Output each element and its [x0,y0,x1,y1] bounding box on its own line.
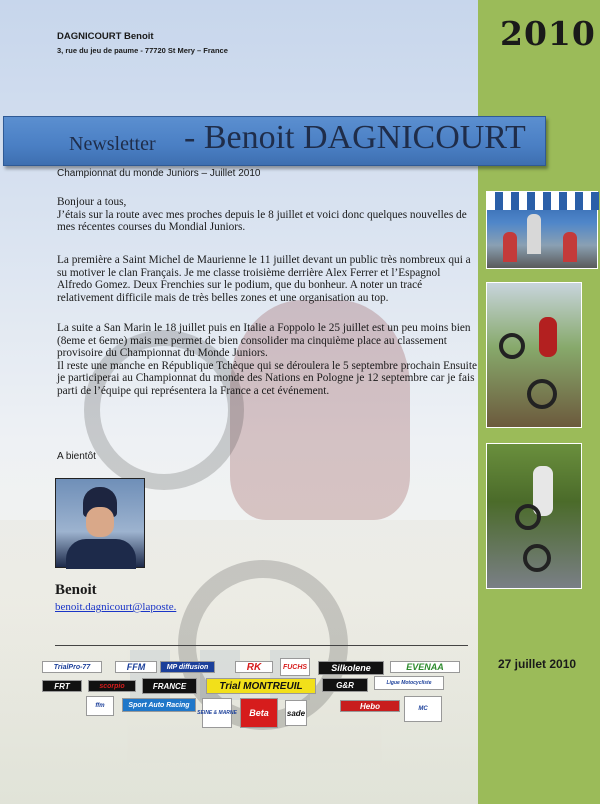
intro-paragraph [57,196,477,234]
signature-name: Benoit [55,582,97,598]
sponsor-logo: Silkolene [318,661,384,675]
sponsor-logo: Hebo [340,700,400,712]
rider-forest-photo [486,443,582,589]
signoff: A bientôt [57,451,96,462]
podium-canopy [487,192,599,210]
sponsor-logo: FFM [115,661,157,673]
face [86,507,114,537]
email-link[interactable]: benoit.dagnicourt@laposte. [55,601,177,613]
shoulders [66,539,136,569]
bike-wheel [523,544,551,572]
sponsor-logo: EVENAA [390,661,460,673]
sponsor-logo: MP diffusion [160,661,215,673]
sponsor-logo: SEINE & MARNE [202,698,232,728]
sponsor-logo: ffm [86,696,114,716]
sponsor-logo: FRANCE [142,678,197,694]
sponsor-logo: TrialPro-77 [42,661,102,673]
podium-photo [486,191,598,269]
sponsor-logo: FUCHS [280,658,310,676]
sponsor-logo: Beta [240,698,278,728]
sponsor-logo: scorpio [88,680,136,692]
sponsor-logo: MC [404,696,442,722]
sponsor-logo: FRT [42,680,82,692]
sender-name: DAGNICOURT Benoit [57,31,154,42]
race-text-2a: La suite a San Marin le 18 juillet puis en Italie a Foppolo le 25 juillet est un peu moins bien (8eme et 6eme) mais me permet de bien consolider ma cinquième place au classement provisoire du Championnat du Monde Juniors. [57,322,471,359]
podium-person [527,214,541,254]
sender-address: 3, rue du jeu de paume - 77720 St Mery – France [57,46,228,55]
race-text-2b: Il reste une manche en République Tchèque qui se déroulera le 5 septembre prochain Ensuite je participerai au Championnat du monde des Nations en Pologne je 12 septembre car je fais parti de l’équipe qui représentera la France a cet événement. [57,359,477,397]
sponsor-logo: RK [235,661,273,673]
sponsor-logo: Ligue Motocycliste [374,676,444,690]
intro-text: J’étais sur la route avec mes proches depuis le 8 juillet et voici donc quelques nouvelles de mes récentes courses du Mondial Juniors. [57,208,467,233]
banner-title: - Benoit DAGNICOURT [184,119,526,156]
sponsor-logo: sade [285,700,307,726]
sponsor-logo: Trial MONTREUIL [206,678,316,694]
subtitle: Championnat du monde Juniors – Juillet 2010 [57,168,261,179]
podium-person [563,232,577,262]
portrait-photo [55,478,145,568]
bike-wheel [499,333,525,359]
race-paragraph-2 [57,322,477,397]
bike-wheel [527,379,557,409]
year-label: 2010 [500,14,596,53]
race-paragraph-1: La première a Saint Michel de Maurienne le 11 juillet devant un public très nombreux qui a su motiver le clan Français. Je me classe troisième derrière Alex Ferrer et l’Espagnol Alfredo Gomez. Deux Frenchies sur le podium, que du bonheur. A noter un tracé relativement difficile mais de très belles zones et une organisation au top. [57,254,471,304]
podium-person [503,232,517,262]
sponsor-logo: G&R [322,678,368,692]
bike-wheel [515,504,541,530]
sponsor-logo: Sport Auto Racing [122,698,196,712]
rider-figure [539,317,557,357]
divider [55,645,468,646]
newsletter-date: 27 juillet 2010 [498,657,577,671]
rider-rock-photo [486,282,582,428]
greeting: Bonjour a tous, [57,196,127,208]
banner-newsletter-label: Newsletter [69,133,156,155]
